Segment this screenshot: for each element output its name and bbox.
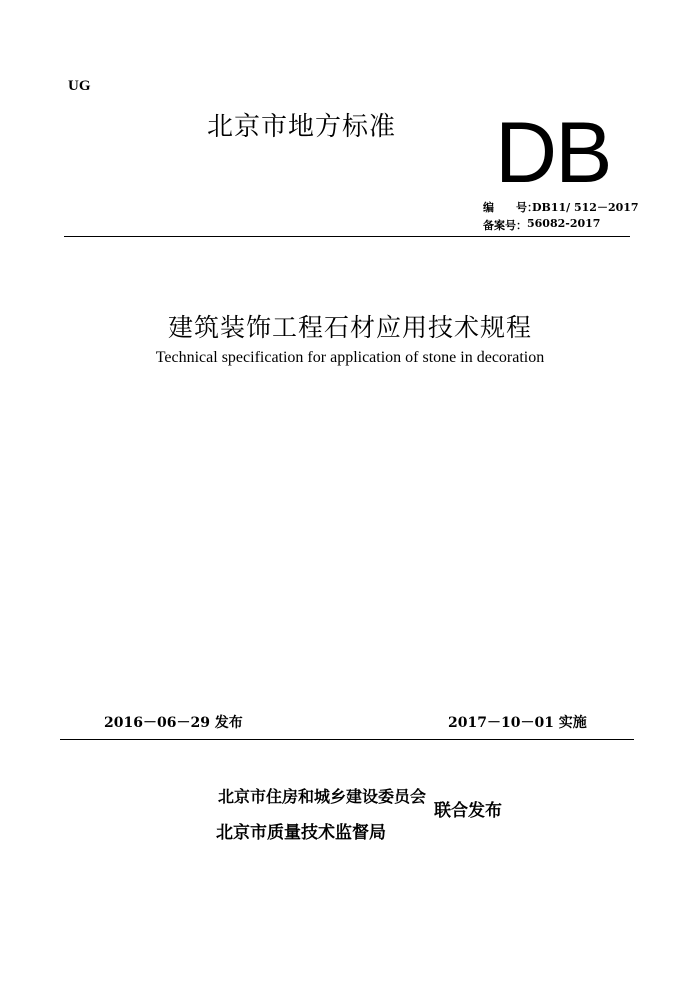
document-title-chinese: 建筑装饰工程石材应用技术规程 [167,313,532,342]
header-divider [64,236,630,237]
joint-issue-label: 联合发布 [434,801,502,821]
implementation-date: 2017－10－01 实施 [448,715,587,731]
filing-number-value: 56082-2017 [527,217,601,230]
standard-mark: DB [495,105,611,201]
standard-number-value: DB11/ 512－2017 [532,201,639,214]
issuer-housing-commission: 北京市住房和城乡建设委员会 [218,787,427,806]
footer-divider [60,739,634,740]
filing-number-label: 备案号： [483,219,527,232]
classification-code: UG [68,78,91,94]
standard-number-row [483,199,639,215]
filing-number-row [483,217,600,233]
issue-date: 2016－06－29 发布 [104,715,243,731]
document-title-english: Technical specification for application of stone in decoration [155,349,545,366]
standard-category: 北京市地方标准 [207,112,397,142]
standard-number-label: 编 号： [483,201,538,214]
issuer-quality-bureau: 北京市质量技术监督局 [216,823,386,843]
